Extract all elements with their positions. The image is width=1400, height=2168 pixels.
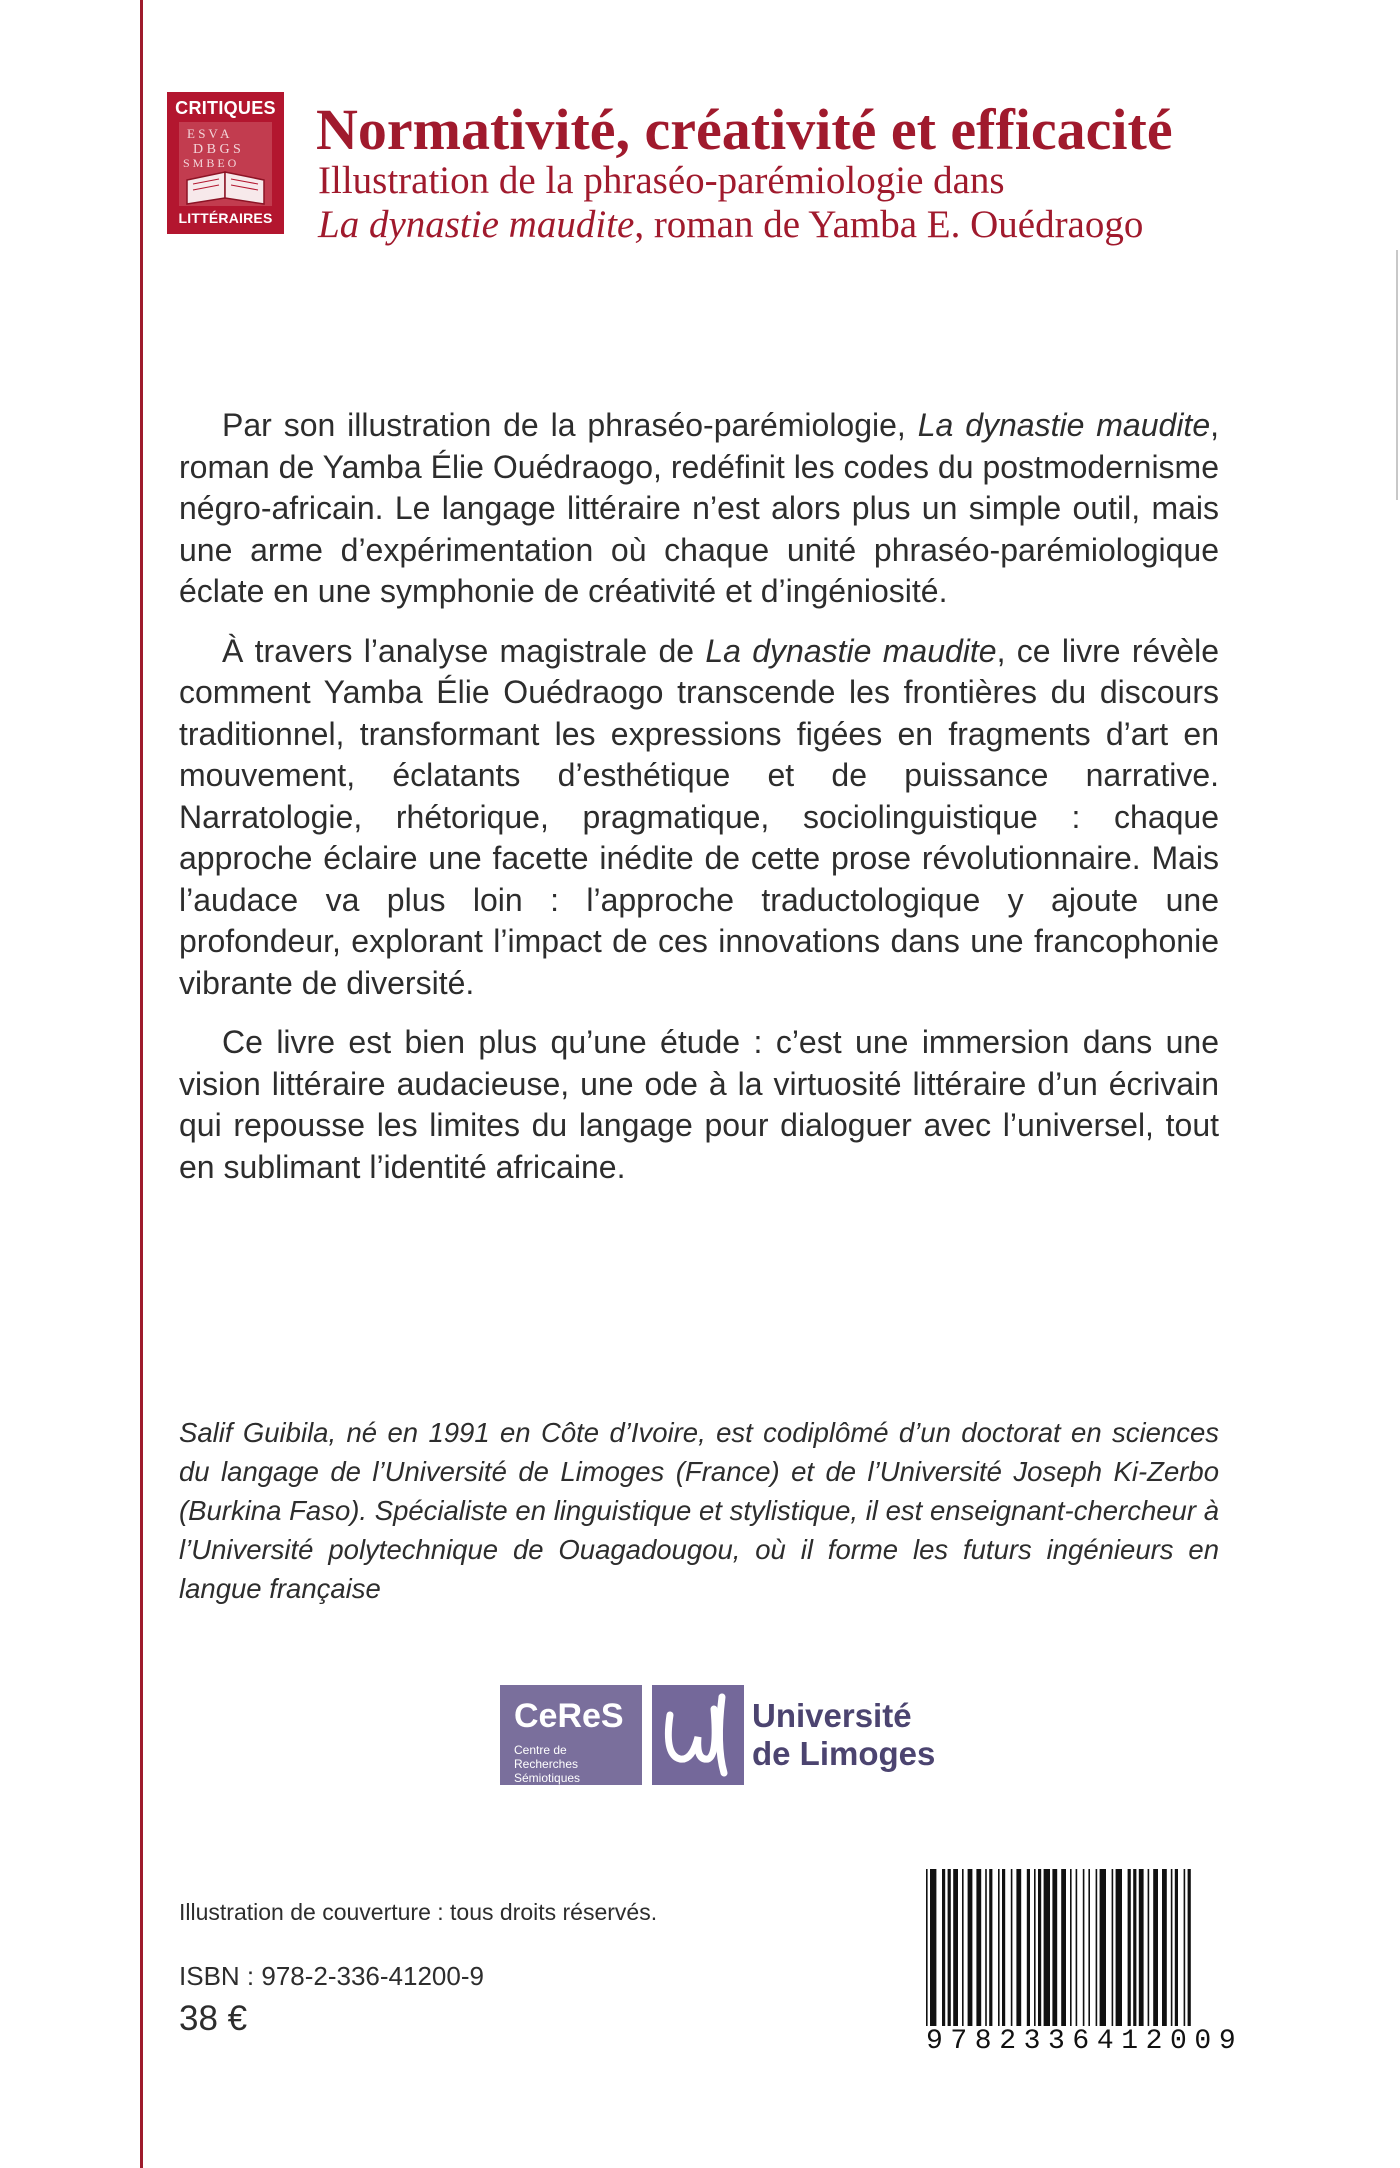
cover-credit: Illustration de couverture : tous droits réservés.	[179, 1899, 658, 1925]
series-line1: CRITIQUES	[175, 98, 276, 118]
blurb-text: À travers l’analyse magistrale de	[222, 632, 706, 669]
university-name	[752, 1697, 935, 1773]
spine-rule	[140, 0, 143, 2168]
ceres-name: CeReS	[514, 1697, 624, 1735]
series-line2: LITTÉRAIRES	[178, 210, 273, 226]
isbn: ISBN : 978-2-336-41200-9	[179, 1961, 484, 1991]
blurb-paragraph-3: Ce livre est bien plus qu’une étude : c’est une immersion dans une vision littéraire audacieuse, une ode à la virtuosité littéraire d’un écrivain qui repousse les limites du langage pour dialoguer avec l’universel, tout en sublimant l’identité africaine.	[179, 1024, 1219, 1185]
subtitle-novel-title: La dynastie maudite	[318, 203, 635, 246]
author-bio	[179, 1413, 1219, 1608]
novel-title-italic: La dynastie maudite	[705, 632, 997, 669]
blurb-text: Par son illustration de la phraséo-parémiologie,	[222, 407, 918, 443]
blurb-paragraph-2	[179, 631, 1219, 1005]
price: 38 €	[179, 1999, 248, 2038]
barcode-digits: 9782336412009	[926, 2026, 1244, 2057]
author-name: Salif Guibila	[179, 1417, 329, 1448]
open-book-icon	[179, 122, 272, 206]
blurb-text: , ce livre révèle comment Yamba Élie Ouédraogo transcende les frontières du discours traditionnel, transformant les expressions figées en fragments d’art en mouvement, éclatants d’esthétique et de puissance narrative. Narratologie, rhétorique, pragmatique, sociolinguistique : chaque approche éclaire une facette inédite de cette prose révolutionnaire. Mais l’audace va plus loin : l’approche traductologique y ajoute une profondeur, explorant l’impact de ces innovations dans une francophonie vibrante de diversité.	[179, 632, 1220, 1001]
svg-text:S M B E O: S M B E O	[183, 156, 237, 170]
edge-rule	[1396, 250, 1398, 500]
subtitle-line2	[318, 202, 1143, 247]
series-logo	[167, 92, 284, 234]
novel-title-italic: La dynastie maudite	[917, 407, 1211, 443]
subtitle-line1: Illustration de la phraséo-parémiologie dans	[318, 159, 1005, 202]
ceres-subtitle: Centre de Recherches Sémiotiques	[514, 1743, 581, 1785]
svg-text:D B G S: D B G S	[193, 142, 241, 157]
university-name-line2: de Limoges	[752, 1735, 936, 1772]
blurb-text: , roman de Yamba Élie Ouédraogo, redéfinit les codes du postmodernisme négro-africain. Le langage littéraire n’est alors plus un simple outil, mais une arme d’expérimentation où chaque unité phraséo-parémiologique éclate en une symphonie de créativité et d’ingéniosité.	[179, 407, 1219, 609]
author-bio-text: , né en 1991 en Côte d’Ivoire, est codiplômé d’un doctorat en sciences du langage de l’Université de Limoges (France) et de l’Université Joseph Ki-Zerbo (Burkina Faso). Spécialiste en linguistique et stylistique, il est enseignant-chercheur à l’Université polytechnique de Ouagadougou, où il forme les futurs ingénieurs en langue française	[179, 1417, 1219, 1604]
blurb-paragraph-1	[179, 405, 1219, 613]
subtitle-line2-rest: , roman de Yamba E. Ouédraogo	[634, 203, 1144, 246]
university-logo-mark	[652, 1685, 744, 1785]
book-title: Normativité, créativité et efficacité	[316, 97, 1173, 162]
ceres-logo	[500, 1685, 642, 1785]
back-cover-blurb	[179, 405, 1219, 1206]
svg-text:E S V A: E S V A	[187, 126, 230, 141]
university-name-line1: Université	[752, 1697, 912, 1734]
